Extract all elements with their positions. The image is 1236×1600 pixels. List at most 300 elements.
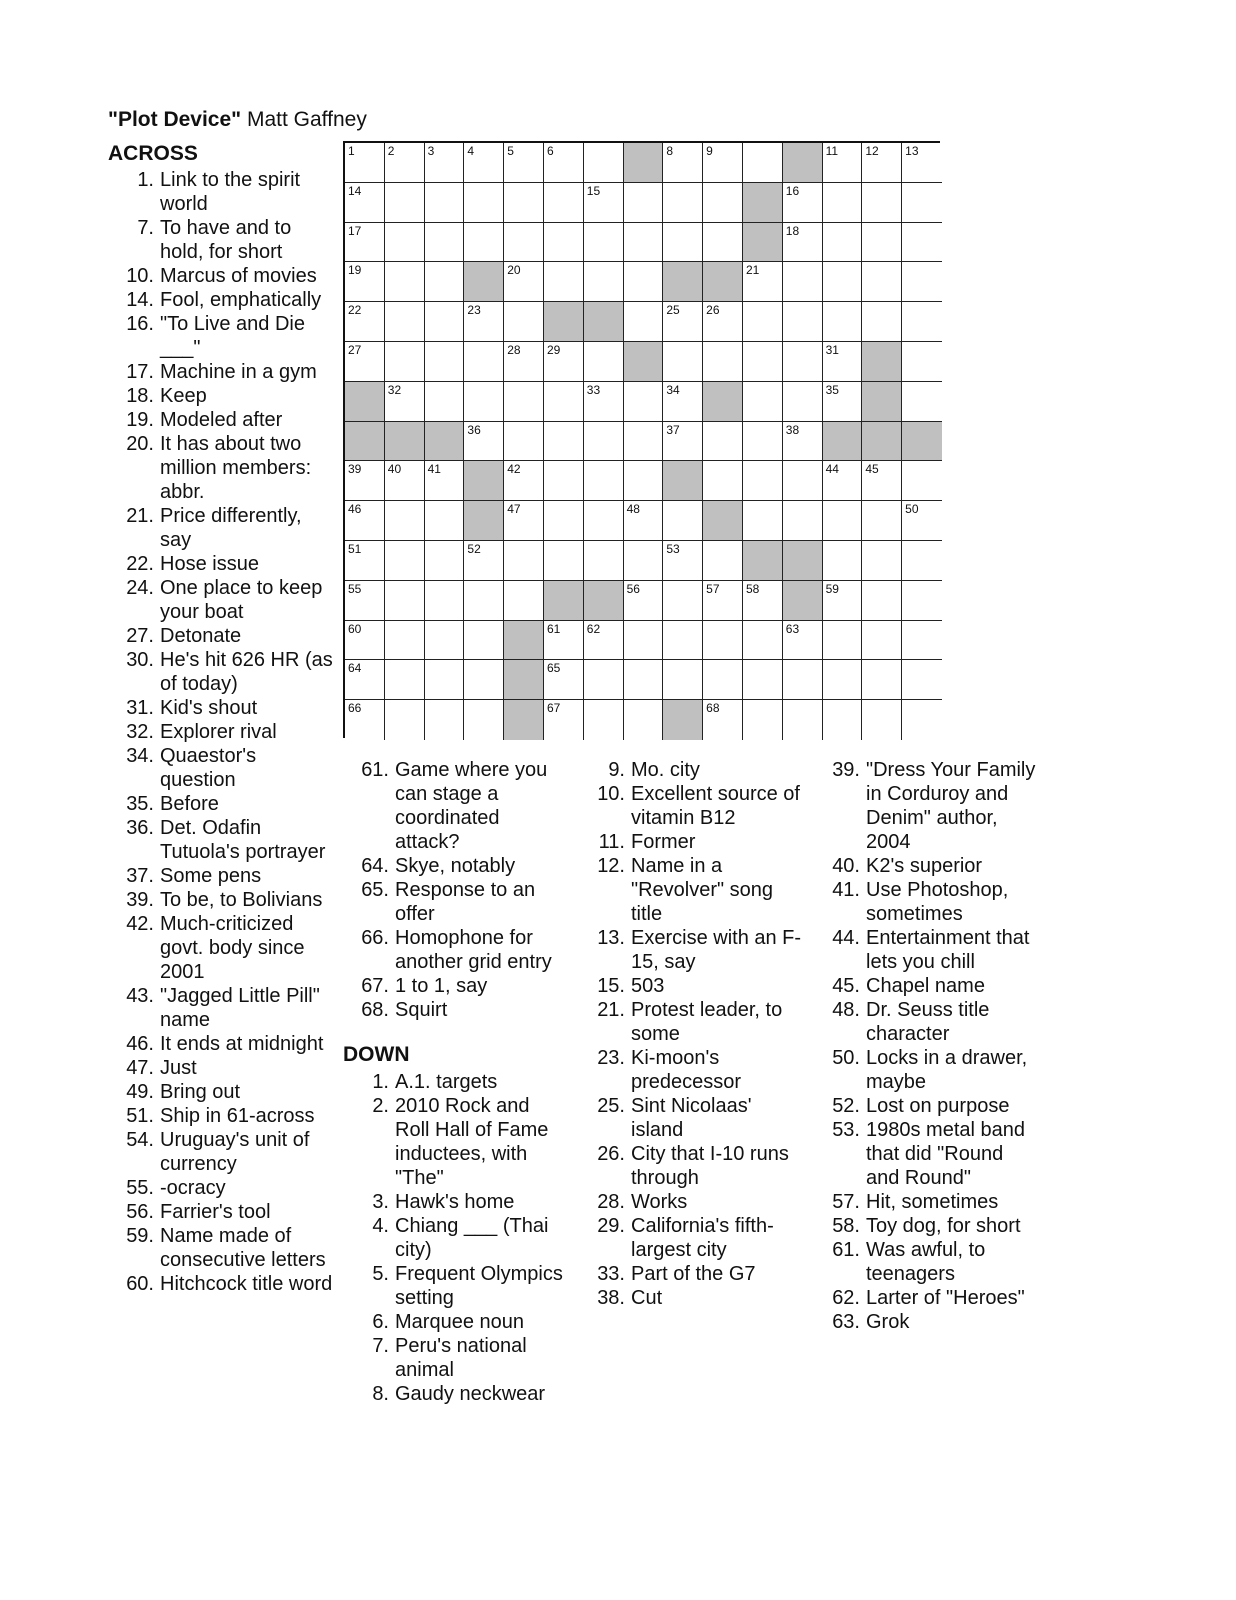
grid-cell[interactable] <box>385 143 425 183</box>
clue-text: Grok <box>866 1311 910 1333</box>
grid-cell[interactable] <box>544 621 584 661</box>
clue-item <box>108 264 333 288</box>
grid-cell[interactable] <box>823 660 863 700</box>
cell-number: 50 <box>905 502 919 517</box>
clue-text: Chapel name <box>866 975 985 997</box>
clue-item <box>579 854 804 926</box>
clue-text: Locks in a drawer, maybe <box>866 1047 1028 1093</box>
grid-cell[interactable] <box>902 660 942 700</box>
grid-cell[interactable] <box>425 581 465 621</box>
clue-number: 52. <box>832 1095 860 1117</box>
grid-cell[interactable] <box>902 700 942 740</box>
grid-cell[interactable] <box>663 501 703 541</box>
clue-number: 8. <box>372 1383 389 1405</box>
clue-item <box>343 998 568 1022</box>
grid-cell[interactable] <box>902 382 942 422</box>
clue-number: 36. <box>126 817 154 839</box>
clue-item <box>108 1200 333 1224</box>
grid-cell[interactable] <box>862 223 902 263</box>
clue-number: 11. <box>598 831 625 853</box>
grid-cell[interactable] <box>425 501 465 541</box>
grid-cell[interactable] <box>544 342 584 382</box>
cell-number: 51 <box>348 541 362 556</box>
grid-cell[interactable] <box>584 143 624 183</box>
grid-cell[interactable] <box>504 143 544 183</box>
grid-cell[interactable] <box>624 183 664 223</box>
grid-cell[interactable] <box>584 223 624 263</box>
grid-cell[interactable] <box>425 461 465 501</box>
grid-cell[interactable] <box>464 700 504 740</box>
grid-cell[interactable] <box>743 422 783 462</box>
clue-text: Before <box>160 793 219 815</box>
grid-cell[interactable] <box>584 342 624 382</box>
cell-number: 57 <box>706 581 720 596</box>
grid-cell[interactable] <box>385 621 425 661</box>
grid-cell[interactable] <box>425 700 465 740</box>
black-square <box>862 422 902 462</box>
clue-text: Former <box>631 831 696 853</box>
grid-cell[interactable] <box>823 262 863 302</box>
grid-cell[interactable] <box>425 302 465 342</box>
grid-cell[interactable] <box>862 143 902 183</box>
clue-item <box>108 648 333 696</box>
clue-text: He's hit 626 HR (as of today) <box>160 649 333 695</box>
clue-text: A.1. targets <box>395 1071 498 1093</box>
grid-cell[interactable] <box>345 621 385 661</box>
grid-cell[interactable] <box>385 302 425 342</box>
clue-item <box>814 1046 1039 1094</box>
black-square <box>345 382 385 422</box>
grid-cell[interactable] <box>504 302 544 342</box>
grid-cell[interactable] <box>823 700 863 740</box>
grid-cell[interactable] <box>345 700 385 740</box>
grid-cell[interactable] <box>862 541 902 581</box>
grid-cell[interactable] <box>663 302 703 342</box>
grid-cell[interactable] <box>504 501 544 541</box>
grid-cell[interactable] <box>823 223 863 263</box>
cell-number: 31 <box>825 342 839 357</box>
cell-number: 61 <box>546 621 561 636</box>
grid-cell[interactable] <box>624 461 664 501</box>
clue-text: Works <box>631 1191 688 1213</box>
clue-number: 54. <box>126 1129 154 1151</box>
grid-cell[interactable] <box>783 223 823 263</box>
grid-cell[interactable] <box>902 183 942 223</box>
cell-number: 44 <box>825 462 839 477</box>
clue-number: 5. <box>372 1263 389 1285</box>
grid-cell[interactable] <box>624 501 664 541</box>
grid-cell[interactable] <box>544 143 584 183</box>
grid-cell[interactable] <box>345 541 385 581</box>
grid-cell[interactable] <box>464 382 504 422</box>
clue-number: 40. <box>832 855 860 877</box>
cell-number: 29 <box>546 342 561 357</box>
clue-text: Link to the spirit world <box>160 169 301 215</box>
grid-cell[interactable] <box>425 621 465 661</box>
cell-number: 17 <box>348 223 362 238</box>
grid-cell[interactable] <box>584 422 624 462</box>
grid-cell[interactable] <box>902 302 942 342</box>
clue-text: Just <box>160 1057 197 1079</box>
cell-number: 42 <box>507 462 521 477</box>
grid-cell[interactable] <box>624 541 664 581</box>
grid-cell[interactable] <box>783 660 823 700</box>
clue-text: Ship in 61-across <box>160 1105 315 1127</box>
cell-number: 12 <box>865 144 879 158</box>
grid-cell[interactable] <box>703 621 743 661</box>
grid-cell[interactable] <box>823 183 863 223</box>
grid-cell[interactable] <box>425 541 465 581</box>
grid-cell[interactable] <box>743 581 783 621</box>
cell-number: 4 <box>467 144 475 158</box>
grid-cell[interactable] <box>902 223 942 263</box>
grid-cell[interactable] <box>504 461 544 501</box>
grid-cell[interactable] <box>902 262 942 302</box>
clue-item <box>108 1176 333 1200</box>
grid-cell[interactable] <box>902 581 942 621</box>
grid-cell[interactable] <box>464 422 504 462</box>
grid-cell[interactable] <box>385 223 425 263</box>
grid-cell[interactable] <box>544 660 584 700</box>
clue-number: 33. <box>597 1263 625 1285</box>
clue-number: 55. <box>126 1177 154 1199</box>
grid-cell[interactable] <box>743 143 783 183</box>
clue-text: City that I-10 runs through <box>631 1143 789 1189</box>
clue-number: 12. <box>597 855 625 877</box>
clue-number: 24. <box>126 577 154 599</box>
grid-cell[interactable] <box>464 183 504 223</box>
grid-cell[interactable] <box>783 382 823 422</box>
grid-cell[interactable] <box>703 342 743 382</box>
grid-cell[interactable] <box>902 461 942 501</box>
grid-cell[interactable] <box>902 143 942 183</box>
grid-cell[interactable] <box>584 541 624 581</box>
grid-cell[interactable] <box>663 660 703 700</box>
grid-cell[interactable] <box>862 461 902 501</box>
grid-cell[interactable] <box>624 581 664 621</box>
clue-item <box>814 1094 1039 1118</box>
black-square <box>862 342 902 382</box>
grid-cell[interactable] <box>823 143 863 183</box>
grid-cell[interactable] <box>743 461 783 501</box>
grid-cell[interactable] <box>385 461 425 501</box>
grid-cell[interactable] <box>783 700 823 740</box>
clue-item <box>814 1310 1039 1334</box>
grid-cell[interactable] <box>902 501 942 541</box>
clue-number: 9. <box>608 759 625 781</box>
clue-text: 2010 Rock and Roll Hall of Fame inductees, with "The" <box>395 1095 549 1189</box>
grid-cell[interactable] <box>385 581 425 621</box>
grid-cell[interactable] <box>345 342 385 382</box>
clue-number: 39. <box>126 889 154 911</box>
cell-number: 3 <box>427 144 435 158</box>
black-square <box>663 262 703 302</box>
grid-cell[interactable] <box>703 581 743 621</box>
clue-item <box>108 504 333 552</box>
grid-cell[interactable] <box>345 461 385 501</box>
grid-cell[interactable] <box>624 262 664 302</box>
grid-cell[interactable] <box>345 223 385 263</box>
grid-cell[interactable] <box>504 183 544 223</box>
grid-cell[interactable] <box>703 223 743 263</box>
grid-cell[interactable] <box>743 382 783 422</box>
grid-cell[interactable] <box>544 501 584 541</box>
grid-cell[interactable] <box>783 183 823 223</box>
grid-cell[interactable] <box>862 183 902 223</box>
grid-cell[interactable] <box>783 342 823 382</box>
grid-cell[interactable] <box>823 541 863 581</box>
grid-cell[interactable] <box>425 382 465 422</box>
grid-cell[interactable] <box>345 660 385 700</box>
grid-cell[interactable] <box>703 461 743 501</box>
grid-cell[interactable] <box>504 581 544 621</box>
grid-cell[interactable] <box>584 660 624 700</box>
clue-number: 43. <box>126 985 154 1007</box>
grid-cell[interactable] <box>663 223 703 263</box>
grid-cell[interactable] <box>823 581 863 621</box>
clue-number: 38. <box>597 1287 625 1309</box>
grid-cell[interactable] <box>663 541 703 581</box>
clue-number: 42. <box>126 913 154 935</box>
clue-text: Machine in a gym <box>160 361 317 383</box>
grid-cell[interactable] <box>504 262 544 302</box>
clue-number: 22. <box>126 553 154 575</box>
grid-cell[interactable] <box>783 302 823 342</box>
black-square <box>663 461 703 501</box>
grid-cell[interactable] <box>425 660 465 700</box>
grid-cell[interactable] <box>823 501 863 541</box>
grid-cell[interactable] <box>345 143 385 183</box>
grid-cell[interactable] <box>663 621 703 661</box>
black-square <box>783 541 823 581</box>
grid-cell[interactable] <box>504 223 544 263</box>
grid-cell[interactable] <box>703 143 743 183</box>
clue-text: 1980s metal band that did "Round and Round" <box>866 1119 1026 1189</box>
cell-number: 11 <box>825 144 839 158</box>
clue-number: 41. <box>832 879 860 901</box>
clue-text: Peru's national animal <box>395 1335 527 1381</box>
clue-item <box>579 998 804 1046</box>
clue-text: Homophone for another grid entry <box>395 927 552 973</box>
grid-cell[interactable] <box>464 581 504 621</box>
grid-cell[interactable] <box>544 461 584 501</box>
black-square <box>743 223 783 263</box>
grid-cell[interactable] <box>743 660 783 700</box>
cell-number: 38 <box>785 422 800 437</box>
grid-cell[interactable] <box>862 700 902 740</box>
grid-cell[interactable] <box>663 581 703 621</box>
grid-cell[interactable] <box>464 621 504 661</box>
clue-text: "Jagged Little Pill" name <box>160 985 320 1031</box>
grid-cell[interactable] <box>544 700 584 740</box>
grid-cell[interactable] <box>902 342 942 382</box>
grid-cell[interactable] <box>823 382 863 422</box>
grid-cell[interactable] <box>663 342 703 382</box>
grid-cell[interactable] <box>862 621 902 661</box>
grid-cell[interactable] <box>663 143 703 183</box>
grid-cell[interactable] <box>544 541 584 581</box>
grid-cell[interactable] <box>743 342 783 382</box>
grid-cell[interactable] <box>862 262 902 302</box>
clue-number: 65. <box>361 879 389 901</box>
black-square <box>425 422 465 462</box>
grid-cell[interactable] <box>345 501 385 541</box>
grid-cell[interactable] <box>663 382 703 422</box>
grid-cell[interactable] <box>504 541 544 581</box>
clue-number: 59. <box>126 1225 154 1247</box>
grid-cell[interactable] <box>584 461 624 501</box>
grid-cell[interactable] <box>902 621 942 661</box>
grid-cell[interactable] <box>544 422 584 462</box>
clue-number: 57. <box>832 1191 860 1213</box>
grid-cell[interactable] <box>743 700 783 740</box>
grid-cell[interactable] <box>783 461 823 501</box>
grid-cell[interactable] <box>425 143 465 183</box>
clue-text: Toy dog, for short <box>866 1215 1021 1237</box>
grid-cell[interactable] <box>783 621 823 661</box>
grid-cell[interactable] <box>783 422 823 462</box>
grid-cell[interactable] <box>345 302 385 342</box>
clue-number: 19. <box>126 409 154 431</box>
grid-cell[interactable] <box>703 302 743 342</box>
grid-cell[interactable] <box>385 660 425 700</box>
grid-cell[interactable] <box>425 223 465 263</box>
grid-cell[interactable] <box>584 382 624 422</box>
grid-cell[interactable] <box>464 143 504 183</box>
grid-cell[interactable] <box>504 422 544 462</box>
grid-cell[interactable] <box>663 422 703 462</box>
black-square <box>504 700 544 740</box>
grid-cell[interactable] <box>385 183 425 223</box>
clue-item <box>343 974 568 998</box>
clue-text: "Dress Your Family in Corduroy and Denim" author, 2004 <box>866 759 1036 853</box>
grid-cell[interactable] <box>823 621 863 661</box>
grid-cell[interactable] <box>624 382 664 422</box>
clue-text: Entertainment that lets you chill <box>866 927 1030 973</box>
grid-cell[interactable] <box>345 183 385 223</box>
down-clues-column-3 <box>814 758 1039 1334</box>
grid-cell[interactable] <box>385 262 425 302</box>
clue-number: 61. <box>361 759 389 781</box>
black-square <box>544 581 584 621</box>
grid-cell[interactable] <box>743 621 783 661</box>
grid-cell[interactable] <box>624 302 664 342</box>
clue-item <box>108 912 333 984</box>
grid-cell[interactable] <box>624 223 664 263</box>
cell-number: 60 <box>348 621 362 636</box>
grid-cell[interactable] <box>823 461 863 501</box>
grid-cell[interactable] <box>862 581 902 621</box>
grid-cell[interactable] <box>345 581 385 621</box>
cell-number: 19 <box>348 263 362 278</box>
grid-cell[interactable] <box>624 422 664 462</box>
black-square <box>783 581 823 621</box>
down-clues-column-1 <box>343 1070 568 1406</box>
grid-cell[interactable] <box>464 223 504 263</box>
grid-cell[interactable] <box>464 541 504 581</box>
grid-cell[interactable] <box>823 302 863 342</box>
grid-cell[interactable] <box>385 382 425 422</box>
grid-cell[interactable] <box>504 342 544 382</box>
grid-cell[interactable] <box>743 262 783 302</box>
grid-cell[interactable] <box>783 262 823 302</box>
clue-item <box>108 1032 333 1056</box>
grid-cell[interactable] <box>703 660 743 700</box>
grid-cell[interactable] <box>624 621 664 661</box>
grid-cell[interactable] <box>743 501 783 541</box>
grid-cell[interactable] <box>902 541 942 581</box>
grid-cell[interactable] <box>624 660 664 700</box>
grid-cell[interactable] <box>584 262 624 302</box>
grid-cell[interactable] <box>425 183 465 223</box>
grid-cell[interactable] <box>862 501 902 541</box>
cell-number: 39 <box>348 462 362 477</box>
grid-cell[interactable] <box>425 342 465 382</box>
clue-number: 53. <box>832 1119 860 1141</box>
grid-cell[interactable] <box>464 302 504 342</box>
cell-number: 1 <box>348 144 355 158</box>
grid-cell[interactable] <box>544 223 584 263</box>
grid-cell[interactable] <box>544 262 584 302</box>
clue-number: 10. <box>126 265 154 287</box>
grid-cell[interactable] <box>783 501 823 541</box>
grid-cell[interactable] <box>425 262 465 302</box>
clue-text: Bring out <box>160 1081 241 1103</box>
grid-cell[interactable] <box>385 541 425 581</box>
clue-number: 18. <box>126 385 154 407</box>
grid-cell[interactable] <box>544 382 584 422</box>
grid-cell[interactable] <box>464 342 504 382</box>
grid-cell[interactable] <box>584 501 624 541</box>
grid-cell[interactable] <box>862 660 902 700</box>
cell-number: 14 <box>348 183 362 198</box>
clue-item <box>814 974 1039 998</box>
clue-text: Much-criticized govt. body since 2001 <box>160 913 305 983</box>
grid-cell[interactable] <box>544 183 584 223</box>
black-square <box>703 382 743 422</box>
clue-text: Part of the G7 <box>631 1263 756 1285</box>
grid-cell[interactable] <box>823 342 863 382</box>
clue-text: Response to an offer <box>395 879 536 925</box>
grid-cell[interactable] <box>464 660 504 700</box>
clue-item <box>579 926 804 974</box>
grid-cell[interactable] <box>743 302 783 342</box>
grid-cell[interactable] <box>385 501 425 541</box>
grid-cell[interactable] <box>584 621 624 661</box>
grid-cell[interactable] <box>703 183 743 223</box>
clue-item <box>579 974 804 998</box>
grid-cell[interactable] <box>584 183 624 223</box>
title-text: "Plot Device" <box>108 108 242 131</box>
clue-number: 21. <box>126 505 154 527</box>
grid-cell[interactable] <box>584 700 624 740</box>
grid-cell[interactable] <box>703 700 743 740</box>
clue-text: Protest leader, to some <box>631 999 783 1045</box>
grid-cell[interactable] <box>862 302 902 342</box>
grid-cell[interactable] <box>504 382 544 422</box>
clue-number: 58. <box>832 1215 860 1237</box>
grid-cell[interactable] <box>703 422 743 462</box>
grid-cell[interactable] <box>663 183 703 223</box>
grid-cell[interactable] <box>345 262 385 302</box>
grid-cell[interactable] <box>385 342 425 382</box>
across-clues-column-2 <box>343 758 568 1022</box>
grid-cell[interactable] <box>385 700 425 740</box>
grid-cell[interactable] <box>703 541 743 581</box>
clue-number: 46. <box>126 1033 154 1055</box>
grid-cell[interactable] <box>624 700 664 740</box>
clue-text: Hose issue <box>160 553 259 575</box>
